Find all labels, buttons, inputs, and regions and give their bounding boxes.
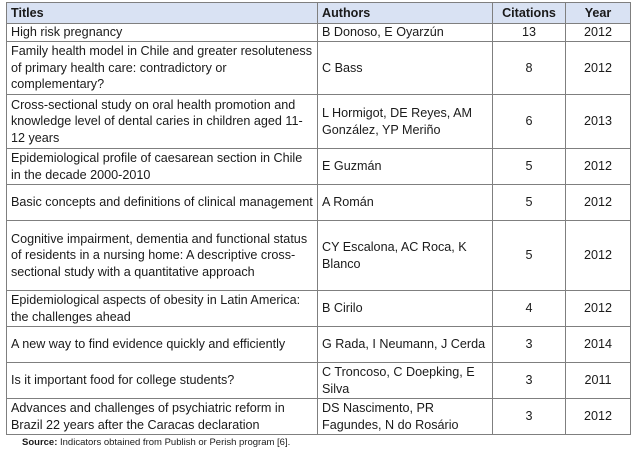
cell-citations: 3 bbox=[493, 399, 566, 435]
cell-authors: A Román bbox=[318, 185, 493, 221]
cell-title: Basic concepts and definitions of clinical management bbox=[7, 185, 318, 221]
cell-title: A new way to find evidence quickly and efficiently bbox=[7, 327, 318, 363]
table-row bbox=[7, 149, 631, 185]
cell-year: 2012 bbox=[566, 291, 631, 327]
source-text: Indicators obtained from Publish or Perish program [6]. bbox=[57, 437, 291, 448]
cell-title: Advances and challenges of psychiatric reform in Brazil 22 years after the Caracas declaration bbox=[7, 399, 318, 435]
cell-citations: 5 bbox=[493, 185, 566, 221]
source-label: Source: bbox=[22, 437, 58, 448]
cell-year: 2012 bbox=[566, 149, 631, 185]
table-row bbox=[7, 327, 631, 363]
cell-year: 2012 bbox=[566, 399, 631, 435]
cell-authors: DS Nascimento, PR Fagundes, N do Rosário bbox=[318, 399, 493, 435]
cell-citations: 6 bbox=[493, 95, 566, 149]
cell-authors: C Bass bbox=[318, 42, 493, 95]
cell-authors: E Guzmán bbox=[318, 149, 493, 185]
cell-authors: CY Escalona, AC Roca, K Blanco bbox=[318, 221, 493, 291]
table-row bbox=[7, 42, 631, 95]
cell-citations: 8 bbox=[493, 42, 566, 95]
header-year: Year bbox=[566, 3, 631, 24]
cell-year: 2012 bbox=[566, 24, 631, 42]
cell-title: High risk pregnancy bbox=[7, 24, 318, 42]
citations-table bbox=[6, 2, 631, 435]
cell-year: 2014 bbox=[566, 327, 631, 363]
cell-title: Is it important food for college students? bbox=[7, 363, 318, 399]
cell-citations: 5 bbox=[493, 149, 566, 185]
cell-citations: 5 bbox=[493, 221, 566, 291]
cell-title: Cognitive impairment, dementia and functional status of residents in a nursing home: A descriptive cross-sectional study with a quantitative approach bbox=[7, 221, 318, 291]
cell-citations: 3 bbox=[493, 327, 566, 363]
cell-authors: L Hormigot, DE Reyes, AM González, YP Meriño bbox=[318, 95, 493, 149]
cell-year: 2012 bbox=[566, 221, 631, 291]
header-authors: Authors bbox=[318, 3, 493, 24]
table-row bbox=[7, 291, 631, 327]
header-citations: Citations bbox=[493, 3, 566, 24]
table-row bbox=[7, 95, 631, 149]
table-header-row bbox=[7, 3, 631, 24]
table-row bbox=[7, 185, 631, 221]
cell-year: 2011 bbox=[566, 363, 631, 399]
cell-title: Family health model in Chile and greater resoluteness of primary health care: contradictory or complementary? bbox=[7, 42, 318, 95]
cell-title: Cross-sectional study on oral health promotion and knowledge level of dental caries in children aged 11-12 years bbox=[7, 95, 318, 149]
cell-authors: C Troncoso, C Doepking, E Silva bbox=[318, 363, 493, 399]
cell-citations: 4 bbox=[493, 291, 566, 327]
table-source-note bbox=[22, 437, 630, 448]
cell-year: 2012 bbox=[566, 185, 631, 221]
cell-citations: 3 bbox=[493, 363, 566, 399]
table-row bbox=[7, 399, 631, 435]
cell-authors: G Rada, I Neumann, J Cerda bbox=[318, 327, 493, 363]
table-row bbox=[7, 24, 631, 42]
cell-title: Epidemiological profile of caesarean section in Chile in the decade 2000-2010 bbox=[7, 149, 318, 185]
cell-year: 2012 bbox=[566, 42, 631, 95]
header-titles: Titles bbox=[7, 3, 318, 24]
cell-authors: B Donoso, E Oyarzún bbox=[318, 24, 493, 42]
cell-year: 2013 bbox=[566, 95, 631, 149]
cell-title: Epidemiological aspects of obesity in Latin America: the challenges ahead bbox=[7, 291, 318, 327]
table-row bbox=[7, 221, 631, 291]
table-row bbox=[7, 363, 631, 399]
cell-citations: 13 bbox=[493, 24, 566, 42]
cell-authors: B Cirilo bbox=[318, 291, 493, 327]
citations-table-container bbox=[6, 2, 630, 448]
